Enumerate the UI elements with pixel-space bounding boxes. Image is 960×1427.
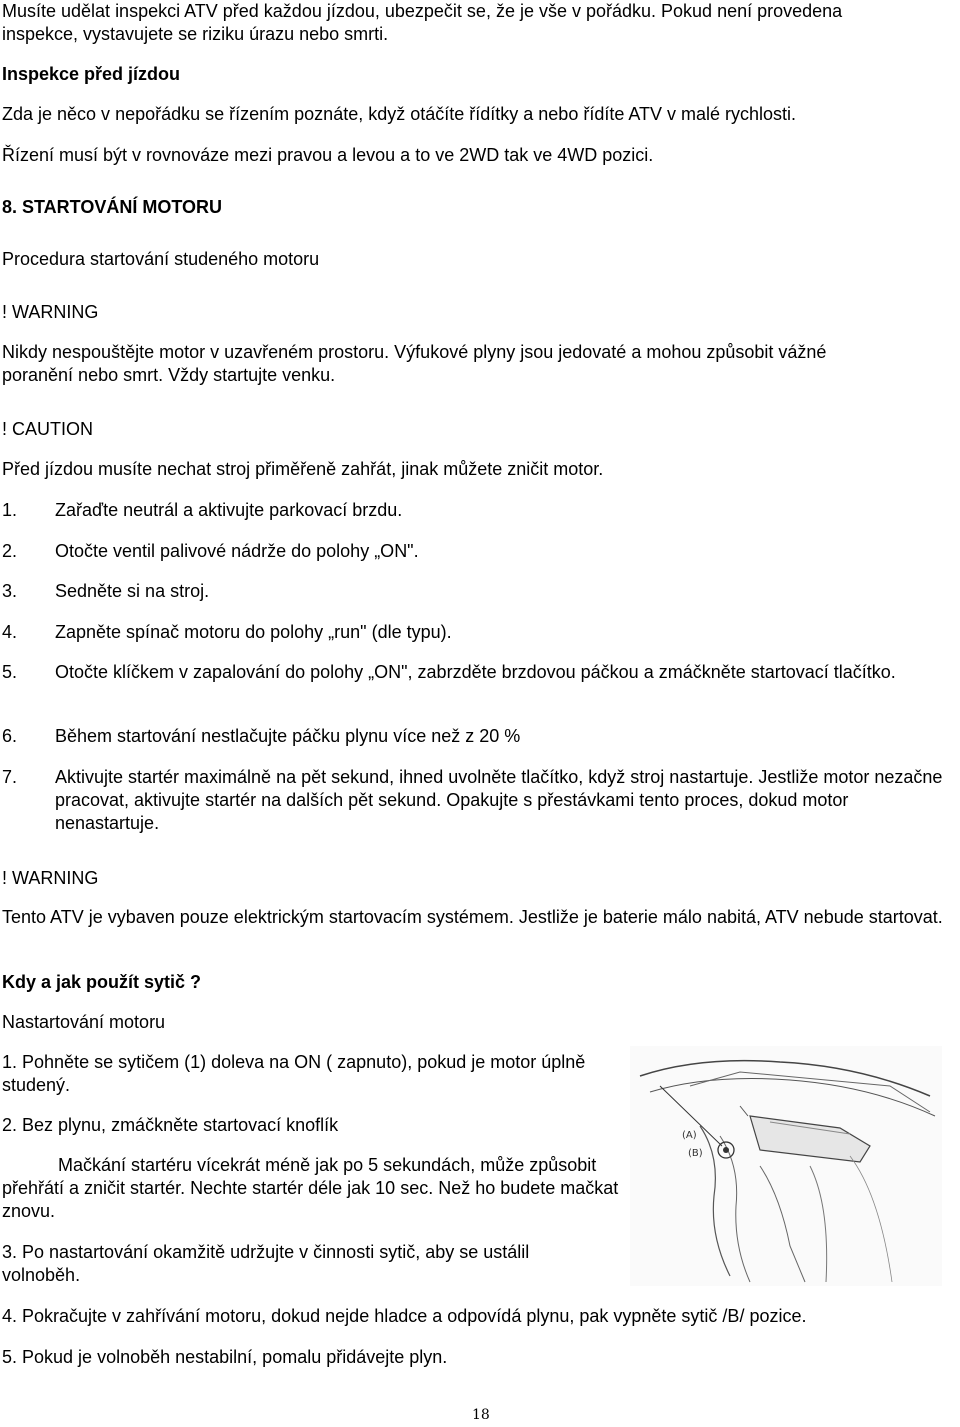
choke-step-1: 1. Pohněte se sytičem (1) doleva na ON ( zapnuto), pokud je motor úplně studený. bbox=[2, 1052, 586, 1095]
page-number: 18 bbox=[472, 1407, 490, 1423]
inspection-paragraph-2: Řízení musí být v rovnováze mezi pravou a levou a to ve 2WD tak ve 4WD pozici. bbox=[2, 145, 654, 165]
choke-heading: Kdy a jak použít sytič ? bbox=[2, 972, 202, 992]
list-text: Aktivujte startér maximálně na pět sekund, ihned uvolněte tlačítko, když stroj nastartuje. Jestliže motor nezačne pracovat, aktivujte startér na dalších pět sekund. Opakujte s přestávkami tento proces, dokud motor nenastartuje. bbox=[55, 767, 943, 833]
list-text: Během startování nestlačujte páčku plynu více než z 20 % bbox=[55, 726, 521, 746]
warning-label-1: ! WARNING bbox=[2, 302, 99, 322]
list-text: Zapněte spínač motoru do polohy „run" (dle typu). bbox=[55, 622, 452, 642]
list-text: Otočte klíčkem v zapalování do polohy „ON", zabrzděte brzdovou páčkou a zmáčkněte startovací tlačítko. bbox=[55, 662, 896, 682]
choke-step-5: 5. Pokud je volnoběh nestabilní, pomalu přidávejte plyn. bbox=[2, 1347, 448, 1367]
warning-text-1b: poranění nebo smrt. Vždy startujte venku. bbox=[2, 365, 336, 385]
choke-subheading: Nastartování motoru bbox=[2, 1012, 166, 1032]
figure-label-b: (B) bbox=[688, 1148, 703, 1159]
caution-label: ! CAUTION bbox=[2, 419, 94, 439]
list-text: Otočte ventil palivové nádrže do polohy „ON". bbox=[55, 541, 419, 561]
intro-line-2: inspekce, vystavujete se riziku úrazu nebo smrti. bbox=[2, 24, 389, 44]
warning-label-2: ! WARNING bbox=[2, 868, 99, 888]
list-number: 3. bbox=[2, 581, 18, 601]
list-number: 2. bbox=[2, 541, 18, 561]
list-number: 4. bbox=[2, 622, 18, 642]
list-number: 7. bbox=[2, 767, 18, 787]
section-heading: 8. STARTOVÁNÍ MOTORU bbox=[2, 197, 223, 217]
list-number: 5. bbox=[2, 662, 18, 682]
warning-text-2: Tento ATV je vybaven pouze elektrickým startovacím systémem. Jestliže je baterie málo nabitá, ATV nebude startovat. bbox=[2, 907, 943, 927]
choke-diagram-image bbox=[630, 1046, 942, 1286]
warning-text-1a: Nikdy nespouštějte motor v uzavřeném prostoru. Výfukové plyny jsou jedovaté a mohou způsobit vážné bbox=[2, 342, 827, 362]
starter-note: Mačkání startéru vícekrát méně jak po 5 sekundách, může způsobit přehřátí a zničit startér. Nechte startér déle jak 10 sec. Než ho budete mačkat znovu. bbox=[2, 1155, 619, 1221]
choke-step-3: 3. Po nastartování okamžitě udržujte v činnosti sytič, aby se ustálil volnoběh. bbox=[2, 1242, 530, 1285]
list-number: 6. bbox=[2, 726, 18, 746]
choke-step-2: 2. Bez plynu, zmáčkněte startovací knoflík bbox=[2, 1115, 339, 1135]
list-text: Sedněte si na stroj. bbox=[55, 581, 210, 601]
inspection-heading: Inspekce před jízdou bbox=[2, 64, 181, 84]
list-number: 1. bbox=[2, 500, 18, 520]
caution-text: Před jízdou musíte nechat stroj přiměřeně zahřát, jinak můžete zničit motor. bbox=[2, 459, 604, 479]
list-text: Zařaďte neutrál a aktivujte parkovací brzdu. bbox=[55, 500, 403, 520]
section-subheading: Procedura startování studeného motoru bbox=[2, 249, 320, 269]
inspection-paragraph-1: Zda je něco v nepořádku se řízením poznáte, když otáčíte řídítky a nebo řídíte ATV v malé rychlosti. bbox=[2, 104, 797, 124]
figure-label-a: (A) bbox=[682, 1130, 697, 1141]
choke-step-4: 4. Pokračujte v zahřívání motoru, dokud nejde hladce a odpovídá plynu, pak vypněte sytič /B/ pozice. bbox=[2, 1306, 807, 1326]
intro-line-1: Musíte udělat inspekci ATV před každou jízdou, ubezpečit se, že je vše v pořádku. Pokud není provedena bbox=[2, 1, 843, 21]
